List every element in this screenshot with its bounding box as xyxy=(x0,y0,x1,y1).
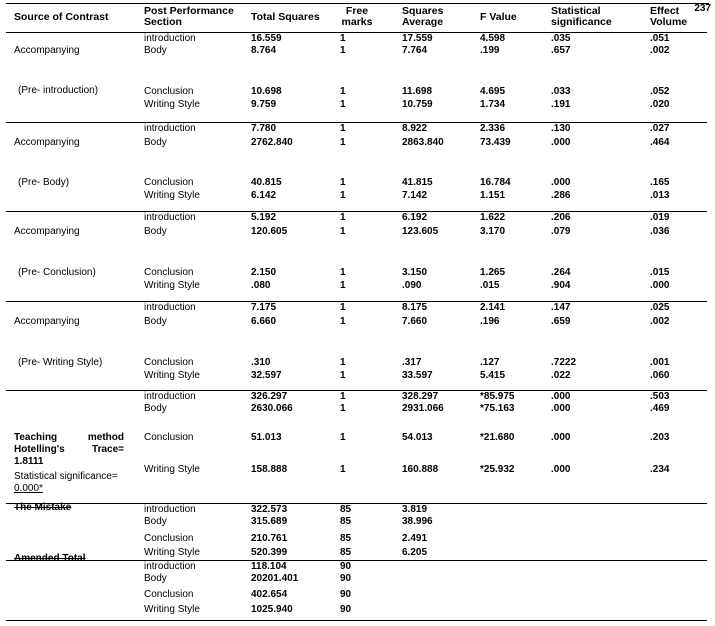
cell-sig: .130 xyxy=(551,123,571,134)
cell-f: *85.975 xyxy=(480,391,515,402)
cell-section: Conclusion xyxy=(144,432,194,443)
cell-f: .199 xyxy=(480,45,500,56)
cell-ms: 3.150 xyxy=(402,267,428,278)
cell-ms: 7.764 xyxy=(402,45,428,56)
cell-f: 16.784 xyxy=(480,177,511,188)
cell-ms: 3.819 xyxy=(402,504,428,515)
cell-ss: 1025.940 xyxy=(251,604,293,615)
cell-sig: .000 xyxy=(551,403,571,414)
cell-section: introduction xyxy=(144,123,196,134)
cell-df: 85 xyxy=(340,533,352,544)
cell-sig: .000 xyxy=(551,177,571,188)
cell-sig: .147 xyxy=(551,302,571,313)
cell-section: Writing Style xyxy=(144,190,200,201)
cell-ms: 10.759 xyxy=(402,99,433,110)
cell-ss: 8.764 xyxy=(251,45,277,56)
cell-f: .015 xyxy=(480,280,500,291)
cell-eff: .052 xyxy=(650,86,670,97)
cell-ms: 160.888 xyxy=(402,464,439,475)
cell-df: 85 xyxy=(340,547,352,558)
source-label: (Pre- Writing Style) xyxy=(18,357,103,368)
cell-f: 1.265 xyxy=(480,267,506,278)
cell-ss: 520.399 xyxy=(251,547,288,558)
cell-ms: 6.192 xyxy=(402,212,428,223)
cell-section: introduction xyxy=(144,561,196,572)
cell-ms: 2.491 xyxy=(402,533,428,544)
cell-section: Body xyxy=(144,316,167,327)
cell-ss: .080 xyxy=(251,280,271,291)
cell-sig: .079 xyxy=(551,226,571,237)
source-label: Accompanying xyxy=(14,45,80,56)
cell-f: 1.622 xyxy=(480,212,506,223)
cell-ss: 2762.840 xyxy=(251,137,293,148)
cell-section: introduction xyxy=(144,391,196,402)
cell-sig: .000 xyxy=(551,432,571,443)
cell-ss: 120.605 xyxy=(251,226,288,237)
cell-ms: 6.205 xyxy=(402,547,428,558)
table-block xyxy=(6,33,707,123)
cell-eff: .469 xyxy=(650,403,670,414)
cell-f: *25.932 xyxy=(480,464,515,475)
cell-ss: 40.815 xyxy=(251,177,282,188)
header-effect: Effect Volume xyxy=(650,5,688,28)
cell-ms: 33.597 xyxy=(402,370,433,381)
table-body xyxy=(6,33,707,621)
table-header xyxy=(6,4,707,33)
cell-df: 1 xyxy=(340,137,346,148)
cell-ss: 7.780 xyxy=(251,123,277,134)
cell-sig: .286 xyxy=(551,190,571,201)
cell-sig: .000 xyxy=(551,464,571,475)
cell-df: 1 xyxy=(340,267,346,278)
cell-df: 1 xyxy=(340,86,346,97)
source-label: Accompanying xyxy=(14,226,80,237)
cell-eff: .015 xyxy=(650,267,670,278)
cell-ms: 7.142 xyxy=(402,190,428,201)
cell-df: 1 xyxy=(340,280,346,291)
cell-f: *21.680 xyxy=(480,432,515,443)
cell-section: Writing Style xyxy=(144,547,200,558)
cell-eff: .002 xyxy=(650,316,670,327)
cell-df: 1 xyxy=(340,403,346,414)
cell-eff: .036 xyxy=(650,226,670,237)
cell-ss: 6.142 xyxy=(251,190,277,201)
cell-ss: 6.660 xyxy=(251,316,277,327)
cell-sig: .022 xyxy=(551,370,571,381)
cell-ms: 54.013 xyxy=(402,432,433,443)
header-total-squares: Total Squares xyxy=(251,11,320,23)
cell-eff: .025 xyxy=(650,302,670,313)
source-label: Accompanying xyxy=(14,316,80,327)
cell-ss: 51.013 xyxy=(251,432,282,443)
cell-section: introduction xyxy=(144,504,196,515)
table-block xyxy=(6,302,707,391)
header-source: Source of Contrast xyxy=(14,11,109,23)
cell-sig: .659 xyxy=(551,316,571,327)
header-f-value: F Value xyxy=(480,11,517,23)
source-label: (Pre- Body) xyxy=(18,177,70,188)
cell-eff: .051 xyxy=(650,33,670,44)
cell-eff: .002 xyxy=(650,45,670,56)
cell-df: 85 xyxy=(340,504,352,515)
cell-df: 1 xyxy=(340,99,346,110)
cell-eff: .013 xyxy=(650,190,670,201)
cell-ss: 9.759 xyxy=(251,99,277,110)
cell-df: 1 xyxy=(340,391,346,402)
cell-ms: 38.996 xyxy=(402,516,433,527)
source-label: 0.000* xyxy=(14,483,43,494)
cell-df: 1 xyxy=(340,432,346,443)
source-label: Hotelling's Trace= xyxy=(14,444,124,455)
cell-df: 1 xyxy=(340,370,346,381)
cell-section: Body xyxy=(144,403,167,414)
cell-sig: .035 xyxy=(551,33,571,44)
header-significance: Statistical significance xyxy=(551,5,612,28)
cell-ss: 2630.066 xyxy=(251,403,293,414)
cell-ms: .317 xyxy=(402,357,422,368)
anova-table xyxy=(6,4,707,621)
cell-section: Writing Style xyxy=(144,370,200,381)
cell-section: Conclusion xyxy=(144,177,194,188)
cell-section: Body xyxy=(144,573,167,584)
cell-ms: 2931.066 xyxy=(402,403,444,414)
source-label: Amended Total xyxy=(14,553,86,564)
cell-sig: .904 xyxy=(551,280,571,291)
cell-f: 1.151 xyxy=(480,190,506,201)
cell-section: introduction xyxy=(144,33,196,44)
cell-f: 2.141 xyxy=(480,302,506,313)
cell-f: 4.695 xyxy=(480,86,506,97)
cell-section: Body xyxy=(144,137,167,148)
cell-f: 3.170 xyxy=(480,226,506,237)
cell-eff: .060 xyxy=(650,370,670,381)
cell-f: 5.415 xyxy=(480,370,506,381)
cell-df: 1 xyxy=(340,302,346,313)
cell-f: .127 xyxy=(480,357,500,368)
source-label: Statistical significance= xyxy=(14,471,118,482)
cell-ss: 402.654 xyxy=(251,589,288,600)
cell-ms: 11.698 xyxy=(402,86,433,97)
cell-ss: 20201.401 xyxy=(251,573,299,584)
cell-df: 1 xyxy=(340,464,346,475)
cell-eff: .464 xyxy=(650,137,670,148)
cell-section: Conclusion xyxy=(144,267,194,278)
source-label: The Mistake xyxy=(14,502,72,513)
cell-f: 1.734 xyxy=(480,99,506,110)
cell-df: 90 xyxy=(340,573,352,584)
cell-ms: 41.815 xyxy=(402,177,433,188)
cell-df: 90 xyxy=(340,604,352,615)
source-label: (Pre- Conclusion) xyxy=(18,267,96,278)
cell-df: 1 xyxy=(340,177,346,188)
cell-df: 1 xyxy=(340,357,346,368)
cell-ss: 158.888 xyxy=(251,464,288,475)
cell-ss: 315.689 xyxy=(251,516,288,527)
cell-f: 73.439 xyxy=(480,137,511,148)
cell-f: .196 xyxy=(480,316,500,327)
cell-ss: 16.559 xyxy=(251,33,282,44)
cell-ms: 2863.840 xyxy=(402,137,444,148)
source-label: 1.8111 xyxy=(14,456,44,467)
cell-df: 90 xyxy=(340,589,352,600)
table-block xyxy=(6,504,707,561)
cell-ss: 10.698 xyxy=(251,86,282,97)
cell-section: introduction xyxy=(144,302,196,313)
cell-ss: .310 xyxy=(251,357,271,368)
cell-f: 2.336 xyxy=(480,123,506,134)
cell-eff: .234 xyxy=(650,464,670,475)
cell-eff: .503 xyxy=(650,391,670,402)
page-number: 237 xyxy=(694,3,711,14)
cell-sig: .657 xyxy=(551,45,571,56)
cell-df: 1 xyxy=(340,226,346,237)
cell-eff: .203 xyxy=(650,432,670,443)
cell-eff: .027 xyxy=(650,123,670,134)
cell-section: Writing Style xyxy=(144,464,200,475)
cell-ss: 326.297 xyxy=(251,391,288,402)
cell-eff: .020 xyxy=(650,99,670,110)
cell-section: Body xyxy=(144,45,167,56)
cell-eff: .019 xyxy=(650,212,670,223)
cell-df: 1 xyxy=(340,190,346,201)
cell-section: Writing Style xyxy=(144,604,200,615)
cell-ss: 2.150 xyxy=(251,267,277,278)
table-block xyxy=(6,553,707,621)
cell-ss: 118.104 xyxy=(251,561,287,572)
cell-sig: .191 xyxy=(551,99,571,110)
cell-eff: .001 xyxy=(650,357,670,368)
cell-df: 1 xyxy=(340,316,346,327)
cell-section: Conclusion xyxy=(144,533,194,544)
cell-ss: 322.573 xyxy=(251,504,288,515)
cell-sig: .7222 xyxy=(551,357,577,368)
cell-df: 1 xyxy=(340,123,346,134)
cell-section: Conclusion xyxy=(144,589,194,600)
header-free-marks: Free marks xyxy=(341,5,373,28)
source-label: (Pre- introduction) xyxy=(18,85,99,96)
source-label: Teaching method xyxy=(14,432,124,443)
cell-section: Body xyxy=(144,226,167,237)
cell-sig: .206 xyxy=(551,212,571,223)
cell-df: 90 xyxy=(340,561,352,572)
cell-section: Conclusion xyxy=(144,357,194,368)
cell-sig: .264 xyxy=(551,267,571,278)
cell-ms: 123.605 xyxy=(402,226,439,237)
table-block xyxy=(6,391,707,504)
cell-section: Writing Style xyxy=(144,280,200,291)
cell-ms: 8.922 xyxy=(402,123,428,134)
cell-ss: 5.192 xyxy=(251,212,277,223)
cell-sig: .000 xyxy=(551,391,571,402)
cell-f: 4.598 xyxy=(480,33,506,44)
cell-ms: 8.175 xyxy=(402,302,428,313)
cell-ms: 328.297 xyxy=(402,391,439,402)
cell-ss: 7.175 xyxy=(251,302,277,313)
cell-section: Writing Style xyxy=(144,99,200,110)
cell-section: Body xyxy=(144,516,167,527)
cell-ms: 7.660 xyxy=(402,316,428,327)
cell-section: Conclusion xyxy=(144,86,194,97)
cell-df: 1 xyxy=(340,212,346,223)
cell-f: *75.163 xyxy=(480,403,515,414)
cell-eff: .165 xyxy=(650,177,670,188)
header-squares-average: Squares Average xyxy=(402,5,444,28)
table-block xyxy=(6,212,707,302)
cell-ms: 17.559 xyxy=(402,33,433,44)
cell-ss: 210.761 xyxy=(251,533,288,544)
cell-ss: 32.597 xyxy=(251,370,282,381)
cell-eff: .000 xyxy=(650,280,670,291)
header-section: Post Performance Section xyxy=(144,5,234,28)
cell-df: 1 xyxy=(340,33,346,44)
cell-df: 1 xyxy=(340,45,346,56)
source-label: Accompanying xyxy=(14,137,80,148)
cell-df: 85 xyxy=(340,516,352,527)
cell-sig: .000 xyxy=(551,137,571,148)
cell-ms: .090 xyxy=(402,280,422,291)
cell-section: introduction xyxy=(144,212,196,223)
table-block xyxy=(6,123,707,212)
cell-sig: .033 xyxy=(551,86,571,97)
